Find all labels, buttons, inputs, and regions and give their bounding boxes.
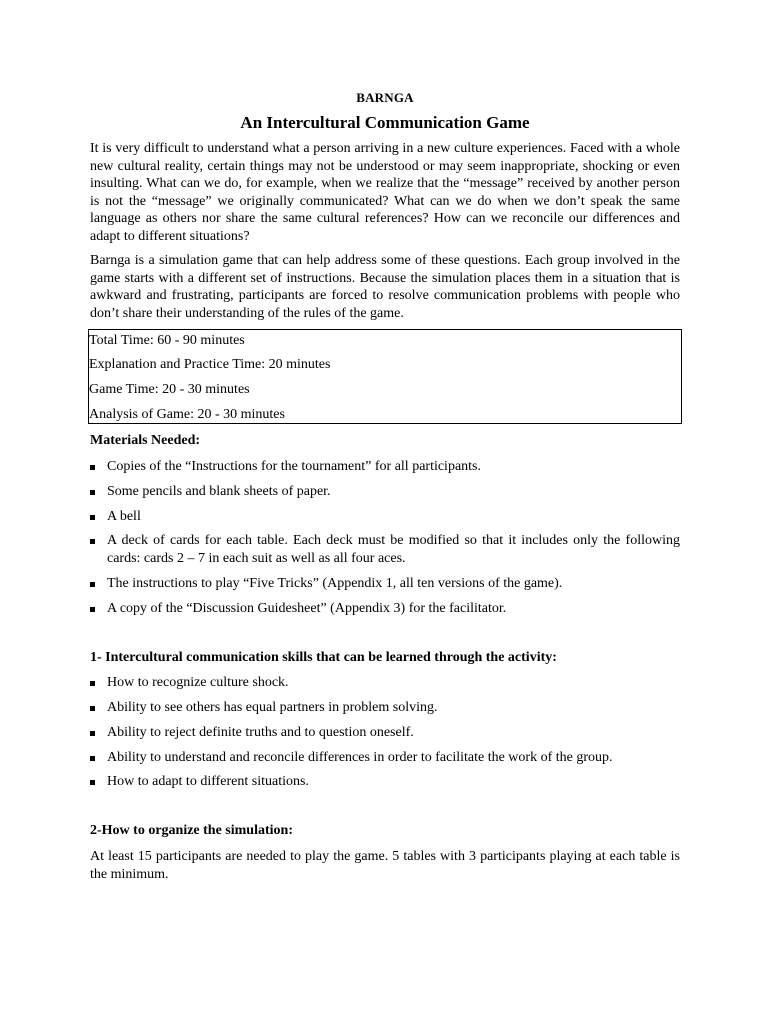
bullet-icon	[90, 490, 95, 495]
bullet-icon	[90, 582, 95, 587]
list-item-text: How to adapt to different situations.	[107, 774, 309, 789]
list-item-text: Ability to see others has equal partners in problem solving.	[107, 700, 438, 715]
bullet-icon	[90, 780, 95, 785]
bullet-icon	[90, 539, 95, 544]
bullet-icon	[90, 607, 95, 612]
list-item-text: Some pencils and blank sheets of paper.	[107, 484, 331, 499]
materials-heading: Materials Needed:	[90, 433, 201, 448]
list-item-text: Ability to reject definite truths and to question oneself.	[107, 725, 414, 740]
bullet-icon	[90, 465, 95, 470]
total-time: Total Time: 60 - 90 minutes	[89, 333, 245, 348]
time-summary-box	[88, 329, 682, 424]
list-item-text: A deck of cards for each table. Each deck must be modified so that it includes only the following cards: cards 2 – 7 in each suit as well as all four aces.	[107, 533, 680, 566]
analysis-time: Analysis of Game: 20 - 30 minutes	[89, 407, 285, 422]
organize-paragraph	[90, 848, 680, 883]
bullet-icon	[90, 731, 95, 736]
skills-heading: 1- Intercultural communication skills that can be learned through the activity:	[90, 650, 557, 665]
organize-paragraph-text: At least 15 participants are needed to play the game. 5 tables with 3 participants playing at each table is the minimum.	[90, 849, 680, 882]
list-item-text: A copy of the “Discussion Guidesheet” (Appendix 3) for the facilitator.	[107, 601, 507, 616]
document-subtitle: An Intercultural Communication Game	[240, 113, 530, 132]
intro-paragraph	[90, 140, 680, 246]
document-title: BARNGA	[356, 90, 414, 105]
list-item-text: The instructions to play “Five Tricks” (Appendix 1, all ten versions of the game).	[107, 576, 563, 591]
barnga-paragraph-text: Barnga is a simulation game that can help address some of these questions. Each group involved in the game starts with a different set of instructions. Because the simulation places them in a situation that is awkward and frustrating, participants are forced to resolve communication problems with people who don’t share their understanding of the rules of the game.	[90, 253, 680, 321]
intro-paragraph-text: It is very difficult to understand what a person arriving in a new culture experiences. Faced with a whole new cultural reality, certain things may not be understood or may seem inappropriate, shocking or even insulting. What can we do, for example, when we realize that the “message” received by another person is not the “message” we originally communicated? What can we do when we don’t speak the same language as others nor share the same cultural references? How can we reconcile our differences and adapt to different situations?	[90, 141, 680, 244]
bullet-icon	[90, 706, 95, 711]
organize-heading: 2-How to organize the simulation:	[90, 823, 293, 838]
list-item-text: A bell	[107, 509, 141, 524]
bullet-icon	[90, 756, 95, 761]
bullet-icon	[90, 515, 95, 520]
list-item-text: How to recognize culture shock.	[107, 675, 289, 690]
barnga-paragraph	[90, 252, 680, 322]
explanation-time: Explanation and Practice Time: 20 minutes	[89, 357, 331, 372]
list-item-text: Ability to understand and reconcile differences in order to facilitate the work of the group.	[107, 750, 613, 765]
bullet-icon	[90, 681, 95, 686]
game-time: Game Time: 20 - 30 minutes	[89, 382, 250, 397]
list-item-text: Copies of the “Instructions for the tournament” for all participants.	[107, 459, 482, 474]
